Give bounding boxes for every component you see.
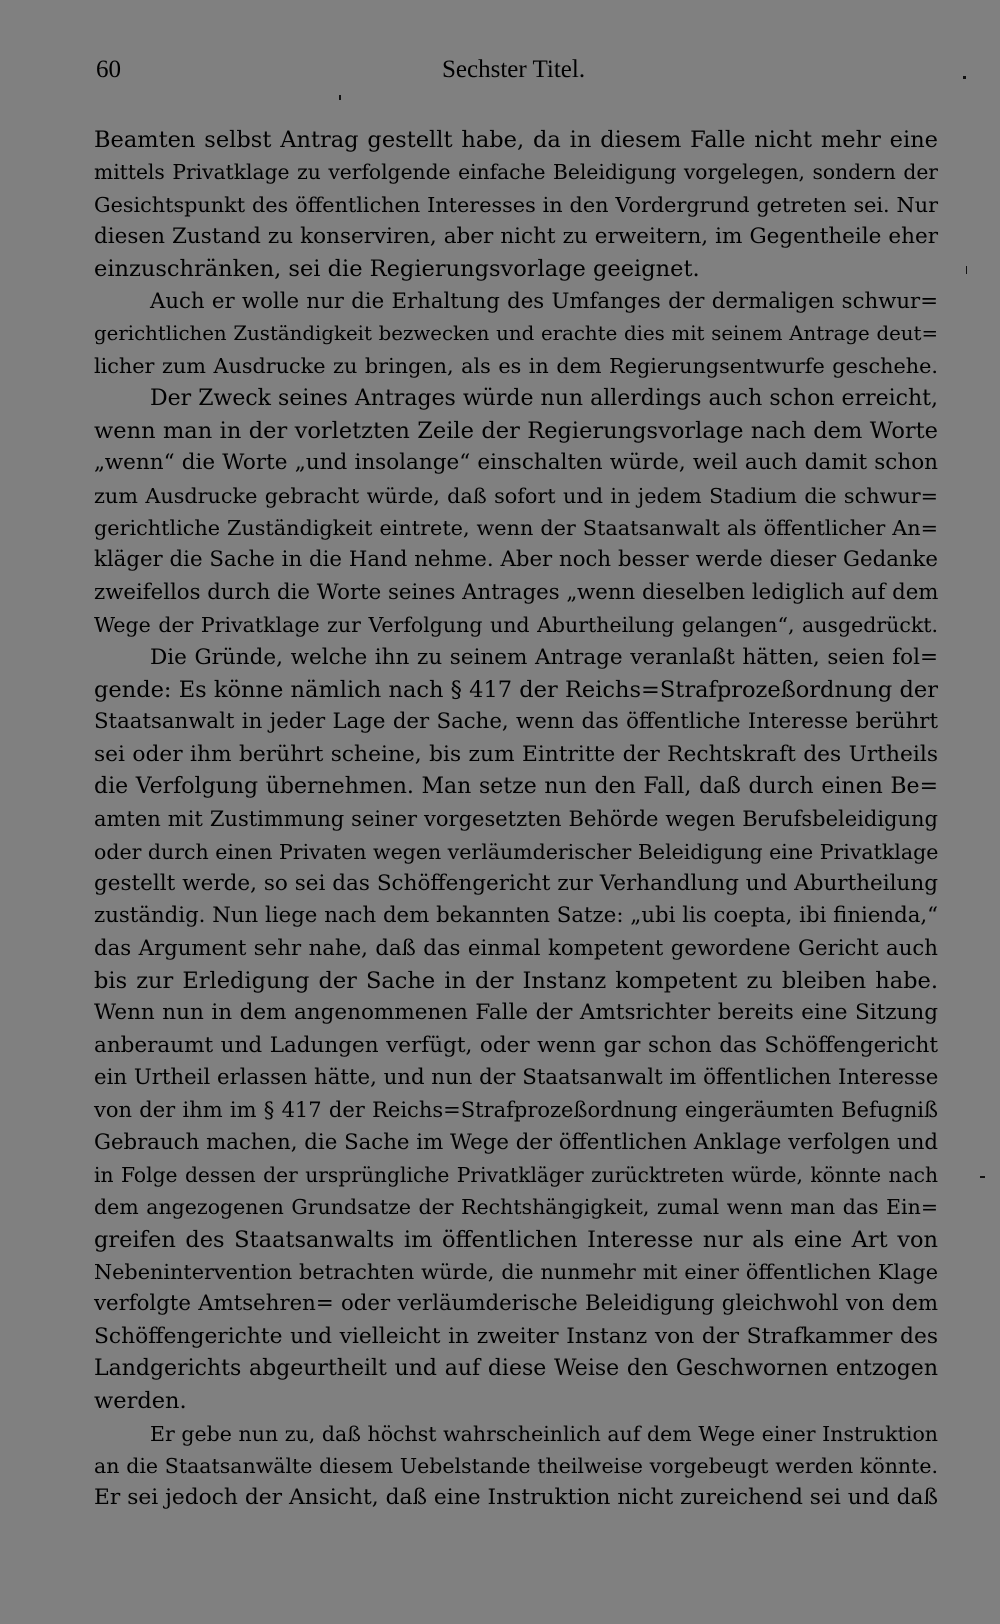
text-line: ein Urtheil erlassen hätte, und nun der Staatsanwalt im öffentlichen Interesse (94, 1064, 939, 1090)
text-line: kläger die Sache in die Hand nehme. Aber noch besser werde dieser Gedanke (94, 547, 938, 573)
text-line: verfolgte Amtsehren= oder verläumderische Beleidigung gleichwohl von dem (94, 1291, 938, 1317)
text-line: Nebenintervention betrachten würde, die nunmehr mit einer öffentlichen Klage (94, 1260, 938, 1285)
text-line: Der Zweck seines Antrages würde nun allerdings auch schon erreicht, (150, 385, 938, 411)
text-line: wenn man in der vorletzten Zeile der Regierungsvorlage nach dem Worte (94, 418, 938, 445)
text-line: gerichtliche Zuständigkeit eintrete, wenn der Staatsanwalt als öffentlicher An= (94, 516, 938, 541)
text-line: Die Gründe, welche ihn zu seinem Antrage veranlaßt hätten, seien fol= (150, 644, 938, 670)
text-line: bis zur Erledigung der Sache in der Instanz kompetent zu bleiben habe. (94, 967, 938, 994)
text-line: „wenn“ die Worte „und insolange“ einschalten würde, weil auch damit schon (94, 450, 938, 476)
running-title: Sechster Titel. (442, 56, 586, 83)
text-line: Gebrauch machen, die Sache im Wege der öffentlichen Anklage verfolgen und (94, 1129, 938, 1155)
text-line: anberaumt und Ladungen verfügt, oder wenn gar schon das Schöffengericht (94, 1032, 938, 1058)
text-line: Er gebe nun zu, daß höchst wahrscheinlich auf dem Wege einer Instruktion (150, 1421, 938, 1446)
scan-speck (980, 1176, 985, 1178)
text-line: von der ihm im § 417 der Reichs=Strafprozeßordnung eingeräumten Befugniß (94, 1098, 938, 1123)
text-line: Landgerichts abgeurtheilt und auf diese Weise den Geschwornen entzogen (94, 1356, 938, 1382)
text-line: gende: Es könne nämlich nach § 417 der Reichs=Strafprozeßordnung der (94, 676, 938, 703)
scan-speck (339, 95, 341, 100)
page-header (96, 56, 938, 96)
text-line: Beamten selbst Antrag gestellt habe, da in diesem Falle nicht mehr eine (94, 127, 938, 153)
text-line: einzuschränken, sei die Regierungsvorlage geeignet. (94, 256, 700, 283)
text-line: Staatsanwalt in jeder Lage der Sache, wenn das öffentliche Interesse berührt (94, 709, 938, 735)
text-line: in Folge dessen der ursprüngliche Privatkläger zurücktreten würde, könnte nach (94, 1163, 938, 1187)
text-line: das Argument sehr nahe, daß das einmal kompetent gewordene Gericht auch (94, 935, 938, 961)
body-text (94, 124, 938, 1515)
text-line: dem angezogenen Grundsatze der Rechtshängigkeit, zumal wenn man das Ein= (94, 1195, 938, 1220)
scan-speck (963, 76, 966, 79)
text-line: sei oder ihm berührt scheine, bis zum Eintritte der Rechtskraft des Urtheils (94, 741, 938, 767)
text-line: Auch er wolle nur die Erhaltung des Umfanges der dermaligen schwur= (150, 288, 938, 314)
text-line: licher zum Ausdrucke zu bringen, als es in dem Regierungsentwurfe geschehe. (94, 354, 938, 379)
text-line: gerichtlichen Zuständigkeit bezwecken und erachte dies mit seinem Antrage deut= (94, 322, 938, 346)
text-line: amten mit Zustimmung seiner vorgesetzten Behörde wegen Berufsbeleidigung (94, 807, 938, 832)
text-line: die Verfolgung übernehmen. Man setze nun den Fall, daß durch einen Be= (94, 773, 938, 799)
text-line: zweifellos durch die Worte seines Antrages „wenn dieselben lediglich auf dem (94, 579, 939, 605)
text-line: zuständig. Nun liege nach dem bekannten Satze: „ubi lis coepta, ibi finienda,“ (94, 903, 938, 929)
text-line: diesen Zustand zu konserviren, aber nicht zu erweitern, im Gegentheile eher (94, 224, 938, 250)
scan-speck (966, 266, 967, 274)
text-line: Wege der Privatklage zur Verfolgung und Aburtheilung gelangen“, ausgedrückt. (94, 613, 938, 638)
text-line: oder durch einen Privaten wegen verläumderischer Beleidigung eine Privatklage (94, 839, 939, 864)
text-line: Gesichtspunkt des öffentlichen Interesses in den Vordergrund getreten sei. Nur (94, 192, 938, 217)
text-line: an die Staatsanwälte diesem Uebelstande theilweise vorgebeugt werden könnte. (94, 1454, 938, 1479)
text-line: werden. (94, 1388, 187, 1415)
text-line: Er sei jedoch der Ansicht, daß eine Instruktion nicht zureichend sei und daß (94, 1485, 938, 1511)
page-number: 60 (96, 56, 121, 83)
text-line: zum Ausdrucke gebracht würde, daß sofort und in jedem Stadium die schwur= (94, 483, 938, 508)
text-line: greifen des Staatsanwalts im öffentlichen Interesse nur als eine Art von (94, 1226, 938, 1253)
text-line: Wenn nun in dem angenommenen Falle der Amtsrichter bereits eine Sitzung (94, 1000, 938, 1026)
text-line: mittels Privatklage zu verfolgende einfache Beleidigung vorgelegen, sondern der (94, 160, 938, 185)
text-line: gestellt werde, so sei das Schöffengericht zur Verhandlung und Aburtheilung (94, 870, 938, 896)
text-line: Schöffengerichte und vielleicht in zweiter Instanz von der Strafkammer des (94, 1323, 938, 1349)
